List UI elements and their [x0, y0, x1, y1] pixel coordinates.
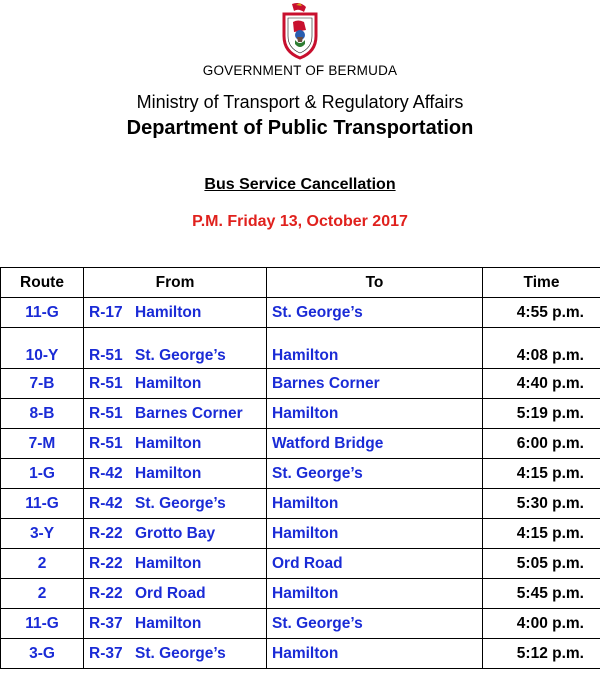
from-location: Hamilton	[135, 614, 202, 632]
ministry-name: Ministry of Transport & Regulatory Affairs	[136, 92, 464, 112]
route-code: R-17	[89, 303, 123, 321]
from-cell	[84, 519, 267, 549]
table-row	[1, 609, 600, 639]
from-location: St. George’s	[135, 347, 226, 364]
route-code: R-37	[89, 614, 123, 632]
to-cell: Hamilton	[267, 489, 483, 519]
route-cell: 11-G	[1, 298, 84, 328]
from-cell	[84, 639, 267, 669]
from-cell	[84, 549, 267, 579]
route-cell: 2	[1, 549, 84, 579]
route-code: R-22	[89, 524, 123, 542]
table-row	[1, 369, 600, 399]
to-cell: Hamilton	[267, 579, 483, 609]
from-location: Grotto Bay	[135, 524, 216, 542]
from-location: Hamilton	[135, 464, 202, 482]
from-cell	[84, 489, 267, 519]
route-cell: 3-Y	[1, 519, 84, 549]
route-cell: 11-G	[1, 609, 84, 639]
from-location: Hamilton	[135, 374, 202, 392]
time-cell: 5:05 p.m.	[483, 549, 600, 579]
table-header-row	[1, 268, 600, 298]
to-cell: St. George’s	[267, 459, 483, 489]
table-row	[1, 298, 600, 328]
to-cell: St. George’s	[267, 609, 483, 639]
route-code: R-37	[89, 644, 123, 662]
to-cell: Hamilton	[267, 639, 483, 669]
notice-title: Bus Service Cancellation	[204, 176, 396, 193]
from-cell	[84, 579, 267, 609]
cancellation-table	[0, 267, 600, 669]
to-cell: Ord Road	[267, 549, 483, 579]
from-location: St. George’s	[135, 494, 226, 512]
time-cell: 5:45 p.m.	[483, 579, 600, 609]
route-cell: 10-Y	[1, 328, 84, 369]
from-cell	[84, 328, 267, 369]
table-row	[1, 579, 600, 609]
route-code: R-42	[89, 464, 123, 482]
table-row	[1, 639, 600, 669]
table-row	[1, 489, 600, 519]
header-route: Route	[1, 268, 84, 298]
from-cell	[84, 399, 267, 429]
from-location: St. George’s	[135, 644, 226, 662]
time-cell: 5:12 p.m.	[483, 639, 600, 669]
header-time: Time	[483, 268, 600, 298]
from-location: Ord Road	[135, 584, 206, 602]
time-cell: 4:08 p.m.	[483, 328, 600, 369]
time-cell: 4:15 p.m.	[483, 459, 600, 489]
table-row	[1, 459, 600, 489]
route-code: R-51	[89, 404, 123, 422]
to-cell: Hamilton	[267, 399, 483, 429]
from-cell	[84, 609, 267, 639]
from-cell	[84, 369, 267, 399]
table-row	[1, 328, 600, 369]
from-location: Hamilton	[135, 554, 202, 572]
time-cell: 4:55 p.m.	[483, 298, 600, 328]
to-cell: Hamilton	[267, 328, 483, 369]
route-cell: 11-G	[1, 489, 84, 519]
route-code: R-22	[89, 584, 123, 602]
time-cell: 6:00 p.m.	[483, 429, 600, 459]
government-name: GOVERNMENT OF BERMUDA	[202, 63, 398, 78]
from-location: Hamilton	[135, 434, 202, 452]
table-row	[1, 519, 600, 549]
header-from: From	[84, 268, 267, 298]
route-cell: 1-G	[1, 459, 84, 489]
to-cell: St. George’s	[267, 298, 483, 328]
table-body	[1, 298, 600, 669]
time-cell: 5:19 p.m.	[483, 399, 600, 429]
route-cell: 2	[1, 579, 84, 609]
from-cell	[84, 459, 267, 489]
route-code: R-42	[89, 494, 123, 512]
from-cell	[84, 298, 267, 328]
table-row	[1, 399, 600, 429]
table-row	[1, 549, 600, 579]
header-to: To	[267, 268, 483, 298]
to-cell: Hamilton	[267, 519, 483, 549]
from-location: Hamilton	[135, 303, 202, 321]
route-code: R-51	[89, 347, 123, 364]
to-cell: Watford Bridge	[267, 429, 483, 459]
bermuda-coat-of-arms-icon	[278, 2, 322, 60]
from-location: Barnes Corner	[135, 404, 243, 422]
to-cell: Barnes Corner	[267, 369, 483, 399]
route-code: R-51	[89, 434, 123, 452]
route-cell: 8-B	[1, 399, 84, 429]
time-cell: 4:15 p.m.	[483, 519, 600, 549]
time-cell: 4:00 p.m.	[483, 609, 600, 639]
time-cell: 5:30 p.m.	[483, 489, 600, 519]
table-row	[1, 429, 600, 459]
time-cell: 4:40 p.m.	[483, 369, 600, 399]
route-cell: 7-B	[1, 369, 84, 399]
route-cell: 3-G	[1, 639, 84, 669]
department-name: Department of Public Transportation	[126, 117, 474, 139]
from-cell	[84, 429, 267, 459]
notice-date: P.M. Friday 13, October 2017	[192, 213, 408, 230]
route-code: R-51	[89, 374, 123, 392]
route-cell: 7-M	[1, 429, 84, 459]
route-code: R-22	[89, 554, 123, 572]
